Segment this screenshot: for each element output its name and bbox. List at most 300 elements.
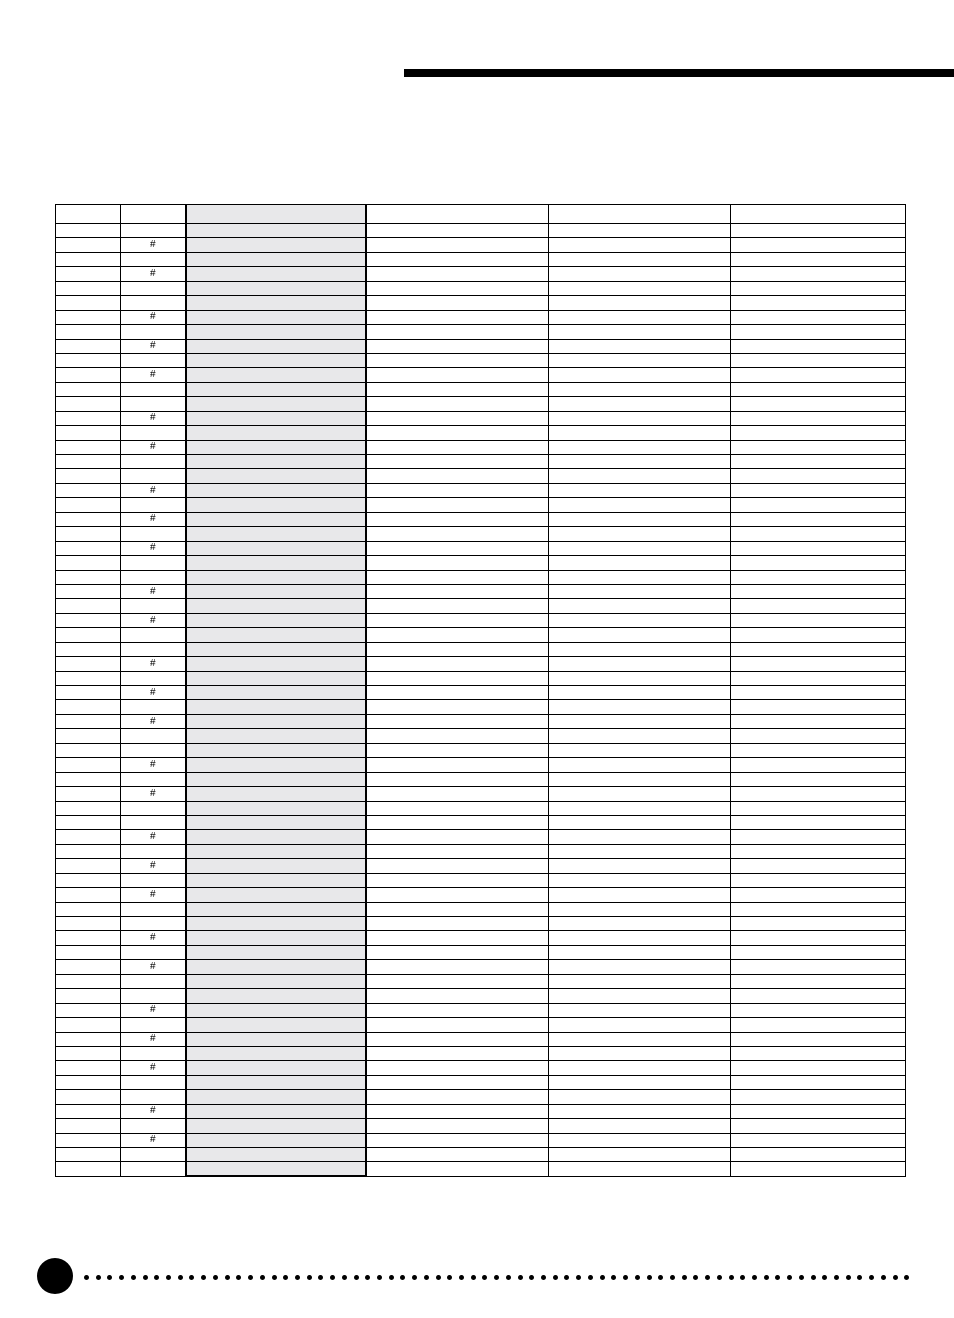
table-cell <box>186 584 366 598</box>
table-cell <box>121 844 186 858</box>
table-cell <box>731 729 906 743</box>
table-cell <box>366 844 549 858</box>
table-cell <box>56 584 121 598</box>
table-cell <box>56 512 121 526</box>
table-cell <box>366 1075 549 1089</box>
leader-dot <box>131 1275 136 1280</box>
leader-dot <box>236 1275 241 1280</box>
leader-dot <box>729 1275 734 1280</box>
table-cell <box>731 642 906 656</box>
table-cell <box>56 281 121 295</box>
table-row <box>56 382 906 396</box>
table-cell <box>731 281 906 295</box>
table-cell <box>186 873 366 887</box>
table-cell <box>366 527 549 541</box>
table-cell <box>731 310 906 324</box>
leader-dot <box>225 1275 230 1280</box>
table-cell <box>366 1032 549 1046</box>
table-cell <box>731 325 906 339</box>
table-cell <box>186 469 366 483</box>
table-cell <box>121 989 186 1003</box>
table-cell <box>56 902 121 916</box>
leader-dot <box>119 1275 124 1280</box>
leader-dot <box>717 1275 722 1280</box>
table-cell <box>366 657 549 671</box>
table-cell: # <box>121 657 186 671</box>
table-cell <box>366 426 549 440</box>
table-cell <box>549 368 731 382</box>
leader-dot <box>213 1275 218 1280</box>
table-cell: # <box>121 859 186 873</box>
table-row <box>56 411 906 425</box>
table-cell <box>549 556 731 570</box>
table-cell <box>549 888 731 902</box>
leader-dot <box>154 1275 159 1280</box>
leader-dot <box>365 1275 370 1280</box>
leader-dot <box>705 1275 710 1280</box>
table-cell: # <box>121 1104 186 1118</box>
table-cell: # <box>121 310 186 324</box>
table-cell <box>121 772 186 786</box>
table-cell <box>366 902 549 916</box>
table-row <box>56 469 906 483</box>
table-cell <box>731 700 906 714</box>
table-cell <box>56 440 121 454</box>
table-cell <box>56 238 121 252</box>
table-row <box>56 844 906 858</box>
table-cell <box>731 873 906 887</box>
table-cell <box>186 729 366 743</box>
table-cell <box>549 1046 731 1060</box>
table-cell <box>366 628 549 642</box>
table-cell <box>56 325 121 339</box>
table-cell <box>549 411 731 425</box>
table-cell <box>731 989 906 1003</box>
table-cell: # <box>121 584 186 598</box>
table-cell <box>731 382 906 396</box>
leader-dot <box>330 1275 335 1280</box>
table-cell <box>731 859 906 873</box>
table-cell <box>56 556 121 570</box>
table-cell <box>731 815 906 829</box>
table-cell <box>56 426 121 440</box>
table-cell <box>731 844 906 858</box>
table-cell <box>186 815 366 829</box>
table-row <box>56 1148 906 1162</box>
table-cell <box>549 989 731 1003</box>
table-cell <box>549 382 731 396</box>
table-cell <box>56 498 121 512</box>
table-cell <box>366 743 549 757</box>
table-cell <box>56 714 121 728</box>
table-cell <box>121 296 186 310</box>
leader-dot <box>471 1275 476 1280</box>
table-cell <box>121 700 186 714</box>
table-cell <box>731 628 906 642</box>
table-cell <box>121 527 186 541</box>
leader-dot <box>553 1275 558 1280</box>
table-cell <box>186 671 366 685</box>
table-cell <box>731 1003 906 1017</box>
table-row <box>56 541 906 555</box>
leader-dot <box>84 1275 89 1280</box>
table-cell <box>549 238 731 252</box>
table-cell <box>731 368 906 382</box>
table-cell <box>186 599 366 613</box>
table-cell <box>121 426 186 440</box>
table-cell <box>731 801 906 815</box>
table-cell <box>731 455 906 469</box>
table-cell <box>56 469 121 483</box>
leader-dot <box>658 1275 663 1280</box>
table-cell <box>56 917 121 931</box>
leader-dot <box>787 1275 792 1280</box>
leader-dot <box>201 1275 206 1280</box>
table-row <box>56 1133 906 1147</box>
table-cell <box>731 527 906 541</box>
table-cell <box>731 1133 906 1147</box>
table-cell <box>186 974 366 988</box>
table-cell <box>186 1162 366 1176</box>
leader-dot <box>623 1275 628 1280</box>
table-cell <box>731 426 906 440</box>
table-cell <box>731 584 906 598</box>
table-row <box>56 339 906 353</box>
table-cell <box>56 613 121 627</box>
table-cell: # <box>121 440 186 454</box>
table-cell <box>366 974 549 988</box>
table-cell <box>549 1003 731 1017</box>
table-cell: # <box>121 368 186 382</box>
table-cell <box>731 657 906 671</box>
table-cell <box>186 686 366 700</box>
table-cell <box>121 743 186 757</box>
table-cell <box>186 310 366 324</box>
table-row <box>56 1003 906 1017</box>
table-row <box>56 267 906 281</box>
table-cell: # <box>121 613 186 627</box>
leader-dot <box>682 1275 687 1280</box>
table-cell <box>549 628 731 642</box>
table-cell <box>56 830 121 844</box>
table-cell <box>56 1032 121 1046</box>
table-cell <box>56 686 121 700</box>
table-cell <box>56 455 121 469</box>
table-cell <box>731 974 906 988</box>
table-cell <box>56 339 121 353</box>
table-cell <box>366 267 549 281</box>
table-cell <box>366 252 549 266</box>
table-cell <box>121 815 186 829</box>
table-cell <box>549 455 731 469</box>
table-row <box>56 657 906 671</box>
table-cell <box>56 700 121 714</box>
table-cell <box>186 1133 366 1147</box>
table-cell <box>731 498 906 512</box>
table-cell <box>366 455 549 469</box>
table-cell <box>56 1003 121 1017</box>
table-cell <box>186 1075 366 1089</box>
table-row <box>56 743 906 757</box>
table-cell <box>731 758 906 772</box>
table-cell <box>186 801 366 815</box>
table-cell <box>121 628 186 642</box>
table-cell <box>549 469 731 483</box>
table-cell <box>731 714 906 728</box>
table-row <box>56 353 906 367</box>
leader-dot <box>752 1275 757 1280</box>
table-cell <box>121 902 186 916</box>
table-cell: # <box>121 411 186 425</box>
table-row <box>56 1104 906 1118</box>
table-cell <box>366 671 549 685</box>
table-cell <box>121 599 186 613</box>
leader-dot <box>635 1275 640 1280</box>
table-cell <box>186 224 366 238</box>
table-row <box>56 224 906 238</box>
table-cell <box>186 440 366 454</box>
table-cell <box>186 541 366 555</box>
table-cell <box>731 411 906 425</box>
table-cell <box>366 772 549 786</box>
table-cell <box>549 397 731 411</box>
table-cell <box>366 238 549 252</box>
table-cell <box>731 1061 906 1075</box>
table-cell <box>549 224 731 238</box>
table-cell <box>731 917 906 931</box>
table-cell <box>366 1090 549 1104</box>
table-cell <box>56 1148 121 1162</box>
table-cell <box>56 368 121 382</box>
table-cell <box>121 382 186 396</box>
table-cell: # <box>121 339 186 353</box>
table-cell <box>186 859 366 873</box>
table-row <box>56 296 906 310</box>
table-cell <box>56 657 121 671</box>
table-cell <box>366 599 549 613</box>
table-cell <box>186 657 366 671</box>
table-cell <box>186 642 366 656</box>
table-row <box>56 714 906 728</box>
table-cell <box>186 902 366 916</box>
table-cell <box>549 830 731 844</box>
table-cell <box>56 296 121 310</box>
table-row <box>56 700 906 714</box>
table-cell <box>549 1018 731 1032</box>
table-cell <box>186 772 366 786</box>
table-cell <box>731 830 906 844</box>
table-cell: # <box>121 267 186 281</box>
leader-dot <box>272 1275 277 1280</box>
table-cell <box>549 325 731 339</box>
leader-dot <box>447 1275 452 1280</box>
table-cell <box>366 989 549 1003</box>
table-cell <box>549 252 731 266</box>
table-cell <box>549 353 731 367</box>
table-cell <box>366 584 549 598</box>
table-cell <box>121 353 186 367</box>
table-cell <box>366 440 549 454</box>
table-cell <box>366 353 549 367</box>
table-cell: # <box>121 888 186 902</box>
table-cell <box>731 1148 906 1162</box>
leader-dot <box>693 1275 698 1280</box>
table-cell <box>549 671 731 685</box>
leader-dot <box>904 1275 909 1280</box>
table-cell <box>366 1061 549 1075</box>
table-cell <box>366 570 549 584</box>
table-row <box>56 252 906 266</box>
table-cell <box>121 917 186 931</box>
table-cell <box>186 556 366 570</box>
table-cell <box>731 945 906 959</box>
table-row <box>56 686 906 700</box>
table-cell <box>731 1104 906 1118</box>
table-cell <box>121 469 186 483</box>
table-cell <box>56 1075 121 1089</box>
table-cell: # <box>121 238 186 252</box>
table-cell <box>121 671 186 685</box>
table-cell <box>549 1061 731 1075</box>
leader-dot <box>647 1275 652 1280</box>
table-cell <box>731 772 906 786</box>
table-body <box>56 205 906 1177</box>
table-cell <box>549 729 731 743</box>
table-cell <box>549 584 731 598</box>
table-cell <box>56 1104 121 1118</box>
table-cell <box>731 1018 906 1032</box>
leader-dot <box>670 1275 675 1280</box>
table-cell <box>186 570 366 584</box>
table-cell <box>186 1061 366 1075</box>
leader-dot <box>764 1275 769 1280</box>
table-row <box>56 859 906 873</box>
table-cell <box>366 325 549 339</box>
table-cell <box>366 1119 549 1133</box>
table-cell <box>56 815 121 829</box>
table-cell <box>56 628 121 642</box>
table-cell <box>121 224 186 238</box>
table-cell <box>731 1162 906 1176</box>
table-cell <box>366 945 549 959</box>
leader-dot <box>799 1275 804 1280</box>
table-cell <box>56 411 121 425</box>
table-cell <box>549 498 731 512</box>
dot-leader <box>84 1274 910 1281</box>
table-cell <box>366 310 549 324</box>
table-row <box>56 1061 906 1075</box>
table-cell <box>731 1119 906 1133</box>
table-row <box>56 945 906 959</box>
table-row <box>56 310 906 324</box>
table-cell <box>366 686 549 700</box>
leader-dot <box>740 1275 745 1280</box>
table-cell <box>366 296 549 310</box>
table-cell <box>549 931 731 945</box>
table-cell <box>186 281 366 295</box>
table-cell <box>366 368 549 382</box>
table-cell <box>121 729 186 743</box>
table-cell <box>731 483 906 497</box>
table-cell <box>186 960 366 974</box>
table-cell <box>366 1018 549 1032</box>
table-cell <box>56 527 121 541</box>
table-cell <box>56 859 121 873</box>
table-cell <box>549 267 731 281</box>
table-cell <box>186 700 366 714</box>
table-row <box>56 1032 906 1046</box>
table-cell <box>186 512 366 526</box>
table-cell <box>366 1003 549 1017</box>
table-cell <box>56 1162 121 1176</box>
leader-dot <box>318 1275 323 1280</box>
leader-dot <box>424 1275 429 1280</box>
table-cell <box>731 252 906 266</box>
table-cell <box>549 801 731 815</box>
table-row <box>56 613 906 627</box>
table-cell <box>186 1148 366 1162</box>
table-cell <box>186 382 366 396</box>
table-cell <box>56 310 121 324</box>
table-cell <box>56 873 121 887</box>
leader-dot <box>354 1275 359 1280</box>
table-cell <box>366 714 549 728</box>
leader-dot <box>307 1275 312 1280</box>
table-cell <box>731 512 906 526</box>
table-cell <box>731 397 906 411</box>
table-cell <box>56 945 121 959</box>
table-cell: # <box>121 1032 186 1046</box>
table-cell: # <box>121 758 186 772</box>
table-cell <box>366 787 549 801</box>
table-cell <box>121 1046 186 1060</box>
table-cell <box>121 252 186 266</box>
page-number-badge <box>37 1258 73 1294</box>
table-cell <box>56 729 121 743</box>
table-cell <box>186 296 366 310</box>
table-cell <box>366 339 549 353</box>
table-row <box>56 584 906 598</box>
table-cell <box>731 469 906 483</box>
leader-dot <box>564 1275 569 1280</box>
table-cell <box>186 989 366 1003</box>
table-cell <box>366 859 549 873</box>
table-cell <box>121 455 186 469</box>
table-cell: # <box>121 1003 186 1017</box>
table-row <box>56 599 906 613</box>
table-cell <box>731 238 906 252</box>
table-cell <box>731 613 906 627</box>
table-cell <box>549 483 731 497</box>
table-cell <box>731 888 906 902</box>
table-cell <box>366 815 549 829</box>
table-cell <box>186 613 366 627</box>
table-row <box>56 455 906 469</box>
table-cell <box>56 252 121 266</box>
table-row <box>56 1046 906 1060</box>
table-cell <box>121 801 186 815</box>
table-cell <box>366 960 549 974</box>
table-cell <box>549 1148 731 1162</box>
table-cell <box>56 844 121 858</box>
table-cell <box>366 758 549 772</box>
table-row <box>56 729 906 743</box>
table-cell <box>186 252 366 266</box>
table-cell <box>549 1032 731 1046</box>
table-cell <box>186 397 366 411</box>
table-row <box>56 931 906 945</box>
table-cell <box>366 411 549 425</box>
